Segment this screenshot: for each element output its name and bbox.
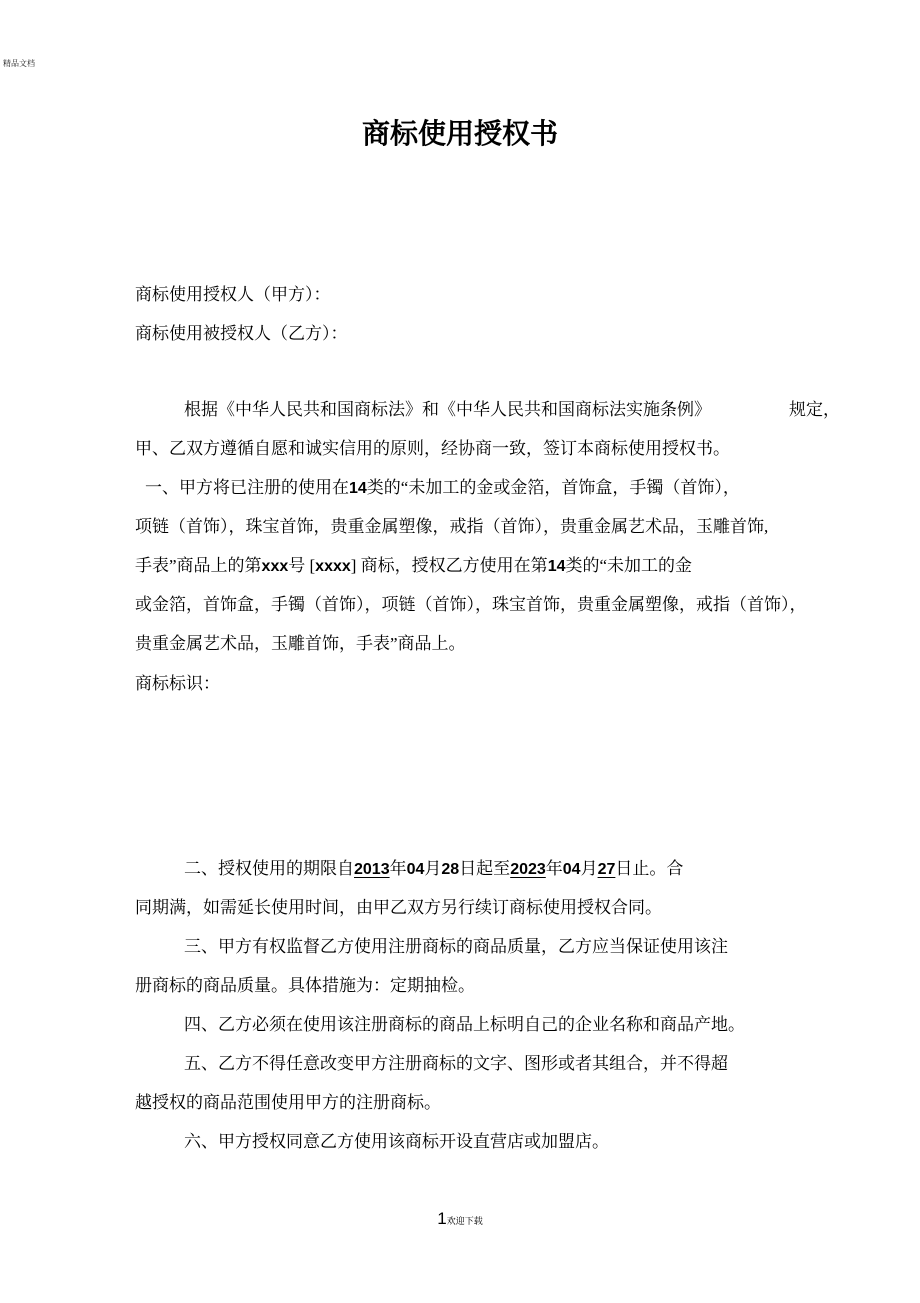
preamble-line-1-left: 根据《中华人民共和国商标法》和《中华人民共和国商标法实施条例》 <box>184 400 711 419</box>
clause5-line-1: 五、乙方不得任意改变甲方注册商标的文字、图形或者其组合，并不得超 <box>184 1054 728 1073</box>
year-char-1: 年 <box>389 859 407 878</box>
year-char-2: 年 <box>545 859 563 878</box>
start-year: 2013 <box>354 861 390 878</box>
registration-number: xxx <box>261 558 289 575</box>
clause1-line-1 <box>135 475 801 501</box>
clause1-line-3-text-a: 手表”商品上的第 <box>135 556 262 575</box>
clause1-line-3 <box>135 553 791 579</box>
clause2-line-2: 同期满，如需延长使用时间，由甲乙双方另行续订商标使用授权合同。 <box>135 898 662 917</box>
end-day: 27 <box>597 861 616 878</box>
class-number-14: 14 <box>349 480 367 497</box>
preamble-line-2: 甲、乙双方遵循自愿和诚实信用的原则，经协商一致，签订本商标使用授权书。 <box>135 439 730 458</box>
clause1-line-5: 贵重金属艺术品，玉雕首饰，手表”商品上。 <box>135 634 466 653</box>
trademark-name: xxxx <box>315 558 351 575</box>
clause1-line-3-text-c: ] 商标，授权乙方使用在第 <box>350 556 548 575</box>
clause3-line-1: 三、甲方有权监督乙方使用注册商标的商品质量，乙方应当保证使用该注 <box>184 937 728 956</box>
page-number: 1 <box>437 1209 447 1228</box>
document-title: 商标使用授权书 <box>361 119 558 150</box>
preamble-line-1 <box>135 397 840 422</box>
clause6-line-1: 六、甲方授权同意乙方使用该商标开设直营店或加盟店。 <box>184 1132 609 1151</box>
month-char-1: 月 <box>424 859 442 878</box>
start-month: 04 <box>406 861 425 878</box>
clause1-line-4: 或金箔，首饰盒，手镯（首饰），项链（首饰），珠宝首饰，贵重金属塑像，戒指（首饰）， <box>135 595 807 614</box>
footer-watermark-text: 欢迎下载 <box>446 1216 483 1226</box>
end-year: 2023 <box>510 861 546 878</box>
party-b-line: 商标使用被授权人（乙方）： <box>135 324 348 343</box>
party-a-line: 商标使用授权人（甲方）： <box>135 285 331 304</box>
clause2-line-1-text-b: 日起至 <box>459 859 511 878</box>
trademark-label-line: 商标标识： <box>135 674 220 693</box>
clause2-line-1 <box>135 856 840 882</box>
clause1-line-1-text-b: 类的“未加工的金或金箔，首饰盒，手镯（首饰）， <box>366 478 740 497</box>
preamble-line-1-right: 规定， <box>789 400 840 419</box>
clause1-line-3-text-d: 类的“未加工的金 <box>565 556 693 575</box>
start-day: 28 <box>441 861 460 878</box>
class-number-14-second: 14 <box>547 558 566 575</box>
clause3-line-2: 册商标的商品质量。具体措施为：定期抽检。 <box>135 976 475 995</box>
clause5-line-2: 越授权的商品范围使用甲方的注册商标。 <box>135 1093 441 1112</box>
month-char-2: 月 <box>580 859 598 878</box>
clause2-line-1-text-c: 日止。合 <box>615 859 684 878</box>
end-month: 04 <box>562 861 581 878</box>
clause1-line-2: 项链（首饰），珠宝首饰，贵重金属塑像，戒指（首饰），贵重金属艺术品，玉雕首饰, <box>135 517 769 536</box>
clause2-line-1-text-a: 二、授权使用的期限自 <box>184 859 354 878</box>
page-footer <box>0 1209 920 1229</box>
clause4-line-1: 四、乙方必须在使用该注册商标的商品上标明自己的企业名称和商品产地。 <box>184 1015 745 1034</box>
clause1-line-3-text-b: 号 [ <box>288 556 316 575</box>
clause1-line-1-text-a: 一、甲方将已注册的使用在 <box>145 478 349 497</box>
watermark-text: 精品文档 <box>3 59 35 68</box>
